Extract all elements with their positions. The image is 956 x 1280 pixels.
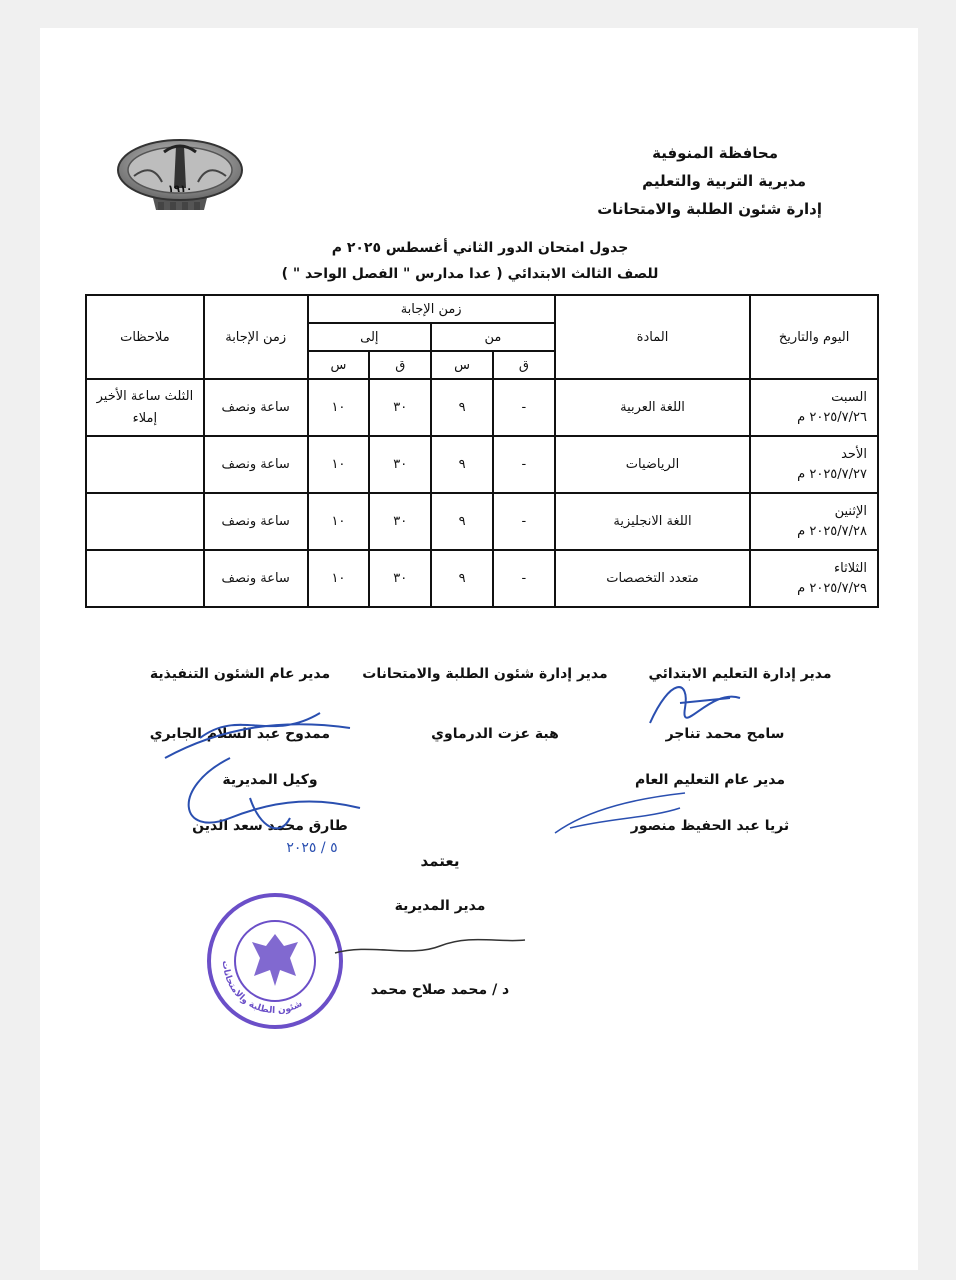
- from-hour-cell: ٩: [431, 379, 493, 436]
- stamp-ring-text: شئون الطلبة والامتحانات: [219, 960, 305, 1017]
- header-from-hour: س: [431, 351, 493, 379]
- sig-executive-title: مدير عام الشئون التنفيذية: [149, 666, 331, 682]
- governorate-emblem-icon: [112, 132, 248, 216]
- director-title: مدير المديرية: [394, 898, 486, 914]
- subject-cell: اللغة الانجليزية: [555, 493, 750, 550]
- from-minute-cell: -: [493, 436, 555, 493]
- duration-cell: ساعة ونصف: [204, 493, 308, 550]
- sig-student-affairs-title: مدير إدارة شئون الطلبة والامتحانات: [362, 666, 608, 682]
- stamp-handwritten-date: ٥ / ٢٠٢٥: [286, 840, 338, 856]
- notes-cell: [86, 436, 204, 493]
- sig-deputy-name: طارق محمد سعد الدين: [192, 818, 348, 834]
- from-minute-cell: -: [493, 379, 555, 436]
- sig-general-ed-title: مدير عام التعليم العام: [635, 772, 785, 788]
- ink-signature-director: [330, 928, 530, 968]
- duration-cell: ساعة ونصف: [204, 550, 308, 607]
- subject-cell: متعدد التخصصات: [555, 550, 750, 607]
- from-hour-cell: ٩: [431, 550, 493, 607]
- subject-cell: الرياضيات: [555, 436, 750, 493]
- to-minute-cell: ٣٠: [369, 436, 431, 493]
- table-row: [86, 550, 878, 607]
- day-date-cell: [750, 493, 878, 550]
- exam-date: ٢٠٢٥/٧/٢٦ م: [797, 409, 867, 425]
- header-subject: المادة: [555, 295, 750, 379]
- day-date-cell: [750, 436, 878, 493]
- to-hour-cell: ١٠: [308, 436, 370, 493]
- day-name: الثلاثاء: [834, 560, 867, 576]
- schedule-title: جدول امتحان الدور الثاني أغسطس ٢٠٢٥ م: [331, 240, 629, 256]
- day-date-cell: [750, 550, 878, 607]
- document-page: [40, 28, 918, 1270]
- header-to: إلى: [308, 323, 432, 351]
- header-from: من: [431, 323, 555, 351]
- header-to-hour: س: [308, 351, 370, 379]
- exam-schedule-table: [85, 294, 879, 608]
- duration-cell: ساعة ونصف: [204, 436, 308, 493]
- header-answer-time-group: زمن الإجابة: [308, 295, 555, 323]
- notes-cell: الثلث ساعة الأخير إملاء: [86, 379, 204, 436]
- approve-label: يعتمد: [420, 852, 460, 870]
- director-name: د / محمد صلاح محمد: [370, 982, 510, 998]
- from-minute-cell: -: [493, 550, 555, 607]
- notes-cell: [86, 550, 204, 607]
- emblem-year: ١٩١٠: [167, 184, 193, 195]
- day-name: الإثنين: [834, 503, 867, 519]
- subject-cell: اللغة العربية: [555, 379, 750, 436]
- from-hour-cell: ٩: [431, 436, 493, 493]
- sig-executive-name: ممدوح عبد السلام الجابري: [149, 726, 330, 742]
- day-date-cell: [750, 379, 878, 436]
- to-minute-cell: ٣٠: [369, 379, 431, 436]
- exam-date: ٢٠٢٥/٧/٢٩ م: [797, 580, 867, 596]
- sig-deputy-title: وكيل المديرية: [222, 772, 318, 788]
- header-notes: ملاحظات: [86, 295, 204, 379]
- to-hour-cell: ١٠: [308, 550, 370, 607]
- exam-date: ٢٠٢٥/٧/٢٧ م: [797, 466, 867, 482]
- header-duration: زمن الإجابة: [204, 295, 308, 379]
- duration-cell: ساعة ونصف: [204, 379, 308, 436]
- header-from-minute: ق: [493, 351, 555, 379]
- to-hour-cell: ١٠: [308, 493, 370, 550]
- to-hour-cell: ١٠: [308, 379, 370, 436]
- to-minute-cell: ٣٠: [369, 550, 431, 607]
- sig-primary-ed-title: مدير إدارة التعليم الابتدائي: [648, 666, 832, 682]
- header-day-date: اليوم والتاريخ: [750, 295, 878, 379]
- table-row: [86, 436, 878, 493]
- day-name: الأحد: [841, 446, 867, 462]
- header-governorate: محافظة المنوفية: [652, 144, 778, 162]
- eagle-seal-icon: [200, 886, 350, 1036]
- from-hour-cell: ٩: [431, 493, 493, 550]
- header-to-minute: ق: [369, 351, 431, 379]
- day-name: السبت: [831, 389, 867, 405]
- to-minute-cell: ٣٠: [369, 493, 431, 550]
- sig-general-ed-name: ثريا عبد الحفيظ منصور: [630, 818, 790, 834]
- sig-student-affairs-name: هبة عزت الدرماوي: [431, 726, 559, 742]
- schedule-subtitle: للصف الثالث الابتدائي ( عدا مدارس " الفصل الواحد " ): [281, 266, 659, 282]
- header-department: إدارة شئون الطلبة والامتحانات: [597, 200, 822, 218]
- table-row: [86, 379, 878, 436]
- sig-primary-ed-name: سامح محمد تناجر: [665, 726, 785, 742]
- from-minute-cell: -: [493, 493, 555, 550]
- table-row: [86, 493, 878, 550]
- notes-cell: [86, 493, 204, 550]
- exam-date: ٢٠٢٥/٧/٢٨ م: [797, 523, 867, 539]
- header-directorate: مديرية التربية والتعليم: [642, 172, 806, 190]
